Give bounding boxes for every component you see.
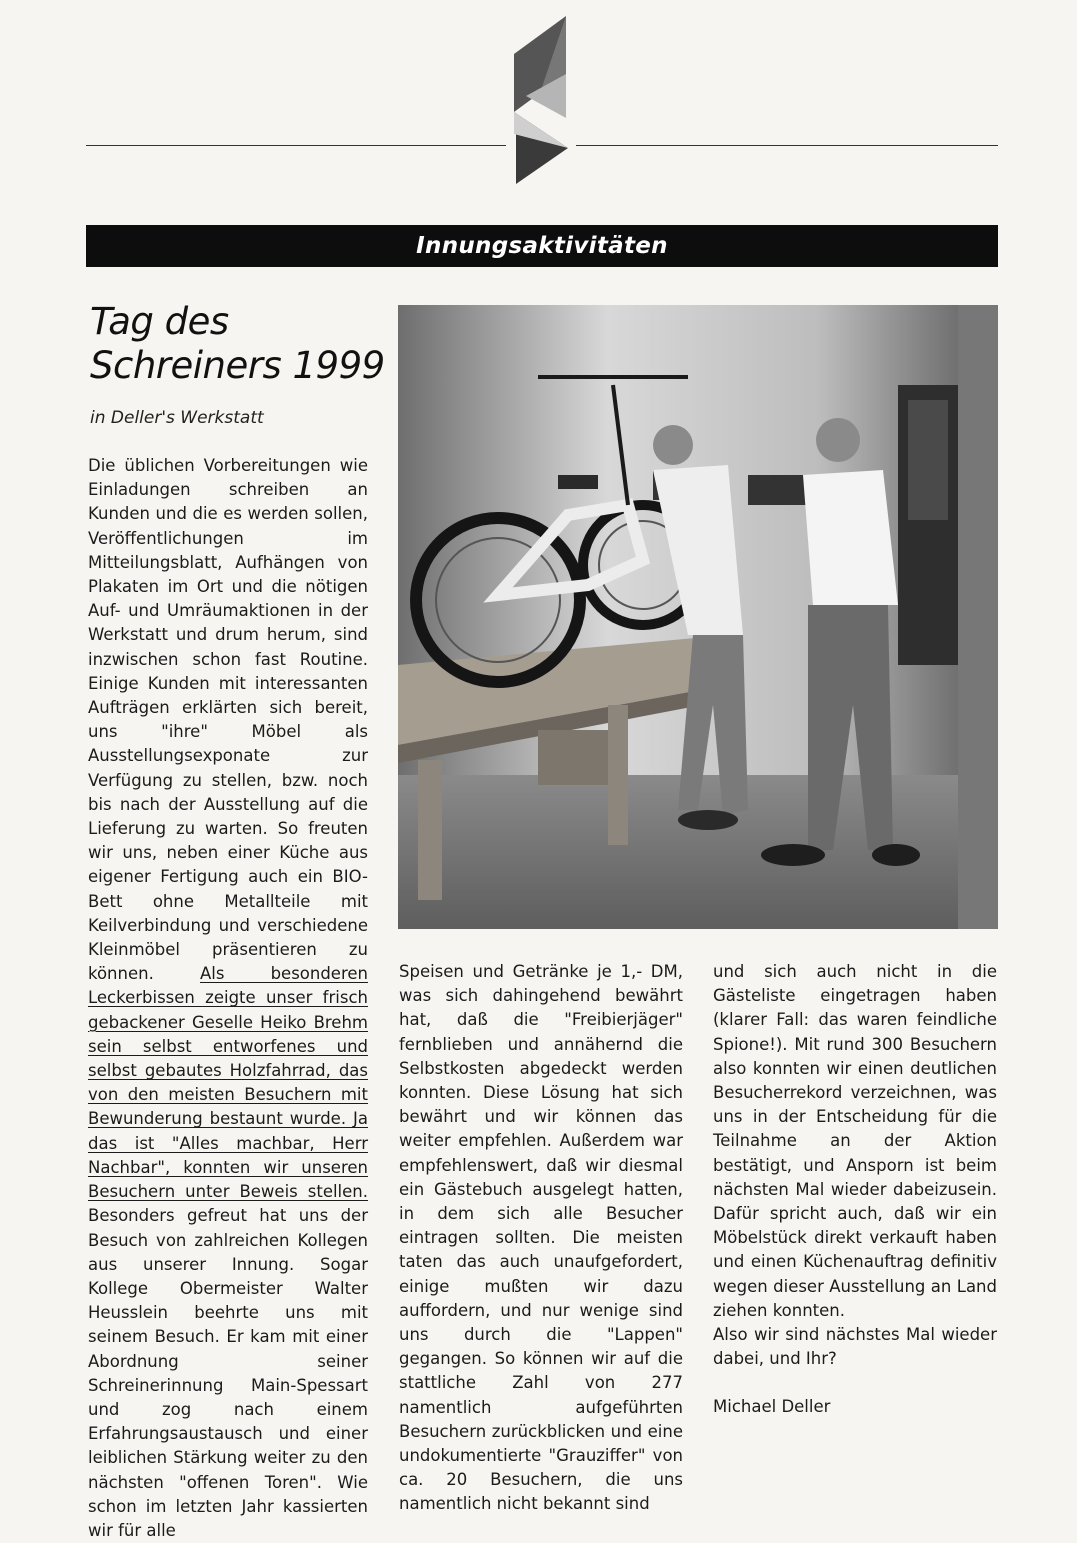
closing-line: Also wir sind nächstes Mal wieder dabei, und Ihr? xyxy=(713,1325,997,1369)
section-label: Innungsaktivitäten xyxy=(416,233,668,259)
header-rule-right xyxy=(576,145,998,146)
article-title-line2: Schreiners 1999 xyxy=(90,344,385,387)
paragraph-1-text: Die üblichen Vorbereitungen wie Einladungen schreiben an Kunden und die es werden sollen, Veröffentlichungen im Mitteilungsblatt, Aufhängen von Plakaten im Ort und die nötigen Auf- und Umräumaktionen in der Werkstatt und drum herum, sind inzwischen schon fast Routine. Einige Kunden mit interessanten Aufträgen erklärten sich bereit, uns "ihre" Möbel als Ausstellungsexponate zur Verfügung zu stellen, bzw. noch bis nach der Ausstellung auf die Lieferung zu warten. So freuten wir uns, neben einer Küche aus eigener Fertigung auch ein BIO-Bett ohne Metallteile mit Keilverbindung und verschiedene Kleinmöbel präsentieren zu können. xyxy=(88,456,368,984)
author-signature: Michael Deller xyxy=(713,1397,831,1417)
article-column-2 xyxy=(399,960,683,1517)
workshop-photo xyxy=(398,305,998,929)
article-title xyxy=(90,300,390,388)
section-banner xyxy=(86,225,998,267)
article-subtitle: in Deller's Werkstatt xyxy=(90,408,264,428)
article-column-1 xyxy=(88,454,368,1543)
article-column-3 xyxy=(713,960,997,1420)
paragraph-3: und sich auch nicht in die Gästeliste eingetragen haben (klarer Fall: das waren feindliche Spione!). Mit rund 300 Besuchern also konnten wir einen deutlichen Besucherrekord verzeichnen, was uns in der Entscheidung für die Teilnahme an der Aktion bestätigt, und Ansporn ist beim nächsten Mal wieder dabeizusein. Dafür spricht auch, daß wir ein Möbelstück direkt verkauft haben und einen Küchenauftrag definitiv wegen dieser Ausstellung an Land ziehen konnten. xyxy=(713,962,997,1320)
paragraph-1-continuation: Besonders gefreut hat uns der Besuch von zahlreichen Kollegen aus unserer Innung. Sogar Kollege Obermeister Walter Heusslein beehrte uns mit seinem Besuch. Er kam mit einer Abordnung seiner Schreinerinnung Main-Spessart und zog nach einem Erfahrungsaustausch und einer leiblichen Stärkung weiter zu den nächsten "offenen Toren". Wie schon im letzten Jahr kassierten wir für alle xyxy=(88,1206,368,1540)
article-title-line1: Tag des xyxy=(90,300,229,343)
underlined-highlight: Als besonderen Leckerbissen zeigte unser frisch gebackener Geselle Heiko Brehm sein selbst entworfenes und selbst gebautes Holzfahrrad, das von den meisten Besuchern mit Bewunderung bestaunt wurde. Ja das ist "Alles machbar, Herr Nachbar", konnten wir unseren Besuchern unter Beweis stellen. xyxy=(88,964,368,1202)
paragraph-2: Speisen und Getränke je 1,- DM, was sich dahingehend bewährt hat, daß die "Freibierjäger" fernblieben und annähernd die Selbstkosten abgedeckt werden konnten. Diese Lösung hat sich bewährt und wir können das weiter empfehlen. Außerdem war empfehlenswert, daß wir diesmal ein Gästebuch ausgelegt hatten, in dem sich alle Besucher eintragen sollten. Die meisten taten das auch unaufgefordert, einige mußten wir dazu auffordern, und nur wenige sind uns durch die "Lappen" gegangen. So können wir auf die stattliche Zahl von 277 namentlich aufgeführten Besuchern zurückblicken und eine undokumentierte "Grauziffer" von ca. 20 Besuchern, die uns namentlich nicht bekannt sind xyxy=(399,962,683,1514)
header-rule-left xyxy=(86,145,506,146)
guild-s-logo-icon xyxy=(506,14,578,186)
paragraph-1 xyxy=(88,454,368,1543)
